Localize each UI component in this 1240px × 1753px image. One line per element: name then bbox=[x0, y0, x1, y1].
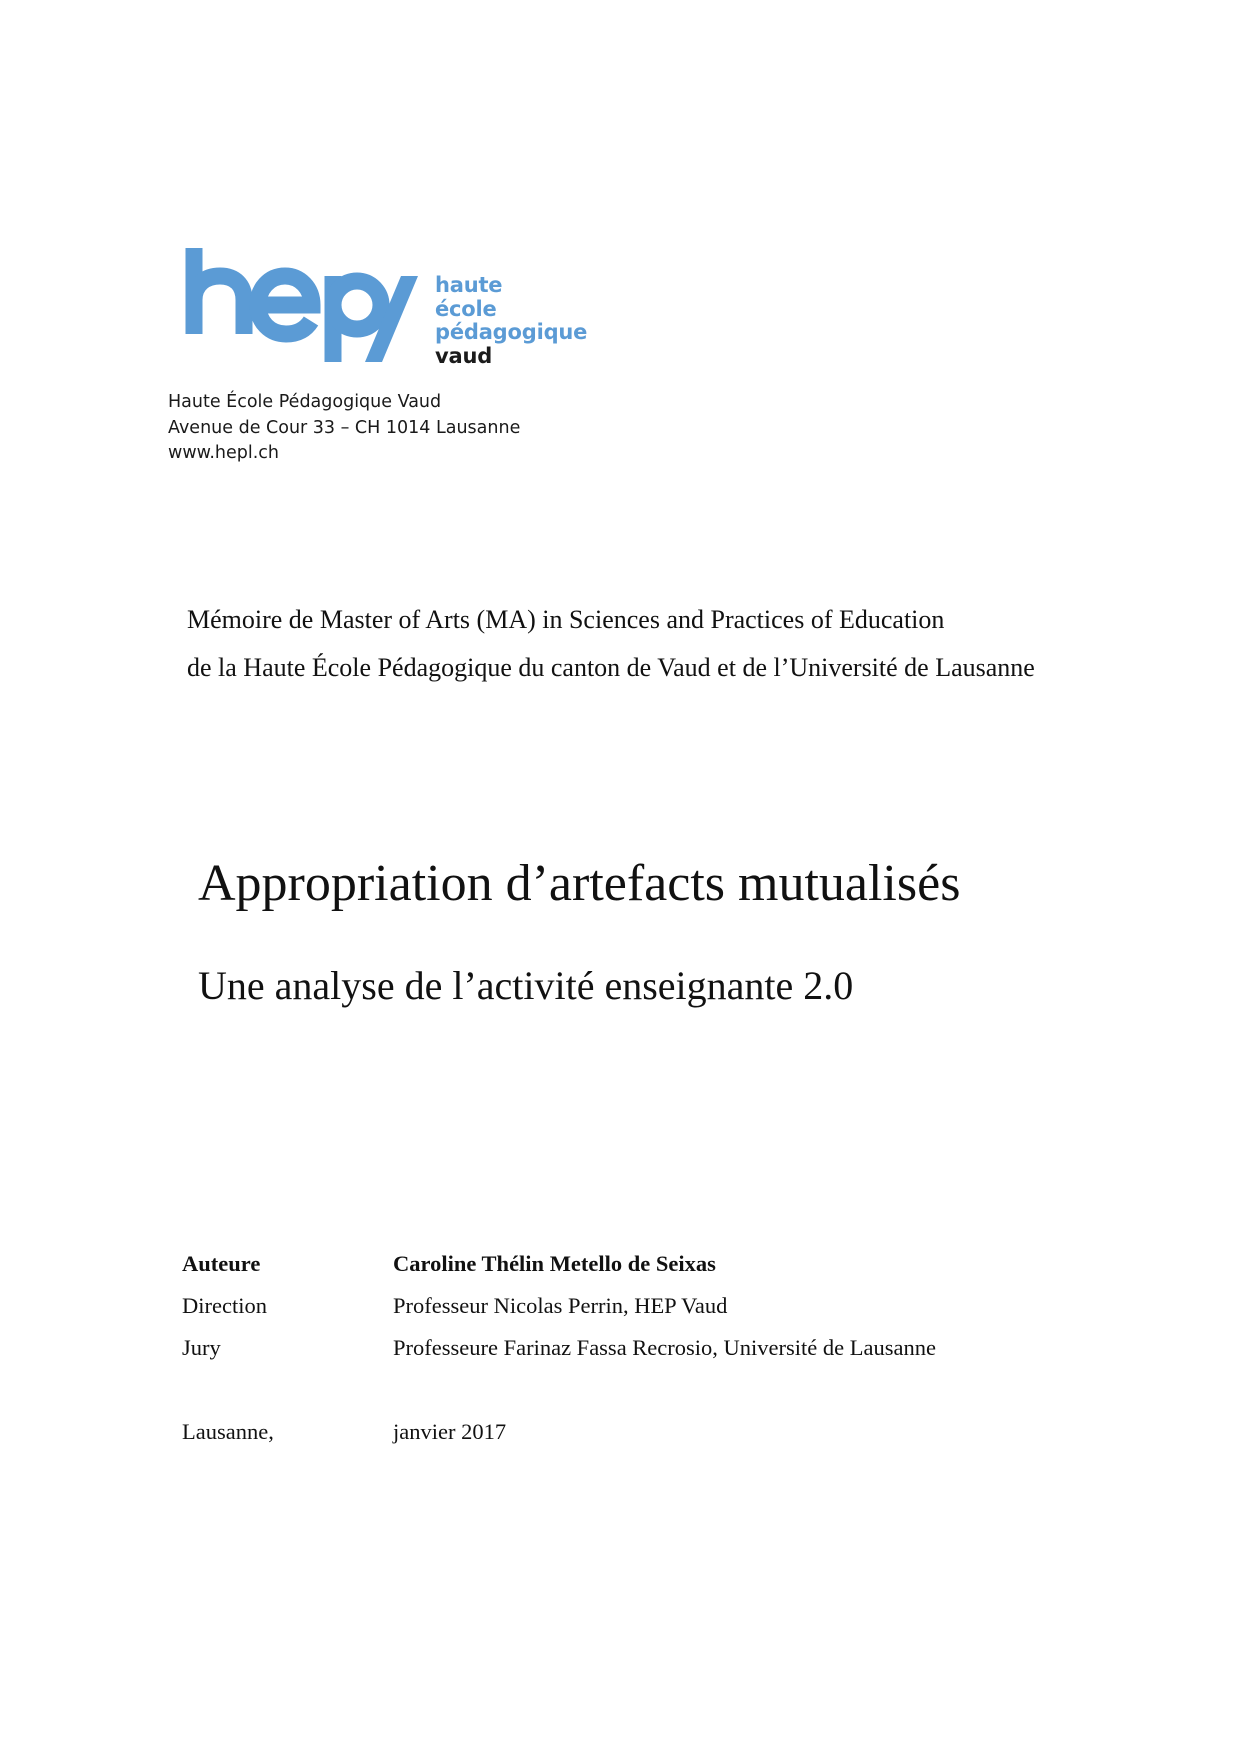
degree-statement bbox=[187, 596, 1035, 692]
credit-row-direction bbox=[182, 1285, 936, 1327]
date-value: janvier 2017 bbox=[393, 1419, 507, 1444]
hep-logo-mark bbox=[182, 248, 422, 378]
hep-logo-icon bbox=[182, 248, 422, 378]
degree-line-2: de la Haute École Pédagogique du canton de Vaud et de l’Université de Lausanne bbox=[187, 653, 1035, 682]
credit-row-place-date bbox=[182, 1411, 936, 1453]
credit-row-jury bbox=[182, 1327, 936, 1369]
institution-address bbox=[168, 390, 520, 467]
direction-name: Professeur Nicolas Perrin, HEP Vaud bbox=[393, 1293, 728, 1318]
hep-logo-wordmark bbox=[435, 274, 587, 368]
thesis-subtitle: Une analyse de l’activité enseignante 2.0 bbox=[198, 963, 854, 1008]
address-website: www.hepl.ch bbox=[168, 443, 279, 463]
jury-label: Jury bbox=[182, 1335, 221, 1360]
degree-line-1: Mémoire de Master of Arts (MA) in Sciences and Practices of Education bbox=[187, 605, 945, 634]
place-label: Lausanne, bbox=[182, 1419, 274, 1444]
author-name: Caroline Thélin Metello de Seixas bbox=[393, 1251, 716, 1276]
logo-word-vaud: vaud bbox=[435, 343, 493, 368]
credits-block bbox=[182, 1243, 936, 1453]
address-street: Avenue de Cour 33 – CH 1014 Lausanne bbox=[168, 417, 521, 438]
author-label: Auteure bbox=[182, 1251, 261, 1276]
jury-name: Professeure Farinaz Fassa Recrosio, Université de Lausanne bbox=[393, 1335, 936, 1360]
logo-word-pedagogique: pédagogique bbox=[435, 320, 588, 344]
address-institution-name: Haute École Pédagogique Vaud bbox=[168, 392, 442, 412]
logo-word-haute: haute bbox=[435, 273, 503, 297]
credit-row-author bbox=[182, 1243, 936, 1285]
logo-word-ecole: école bbox=[435, 296, 497, 321]
direction-label: Direction bbox=[182, 1293, 267, 1318]
thesis-title: Appropriation d’artefacts mutualisés bbox=[198, 855, 961, 912]
